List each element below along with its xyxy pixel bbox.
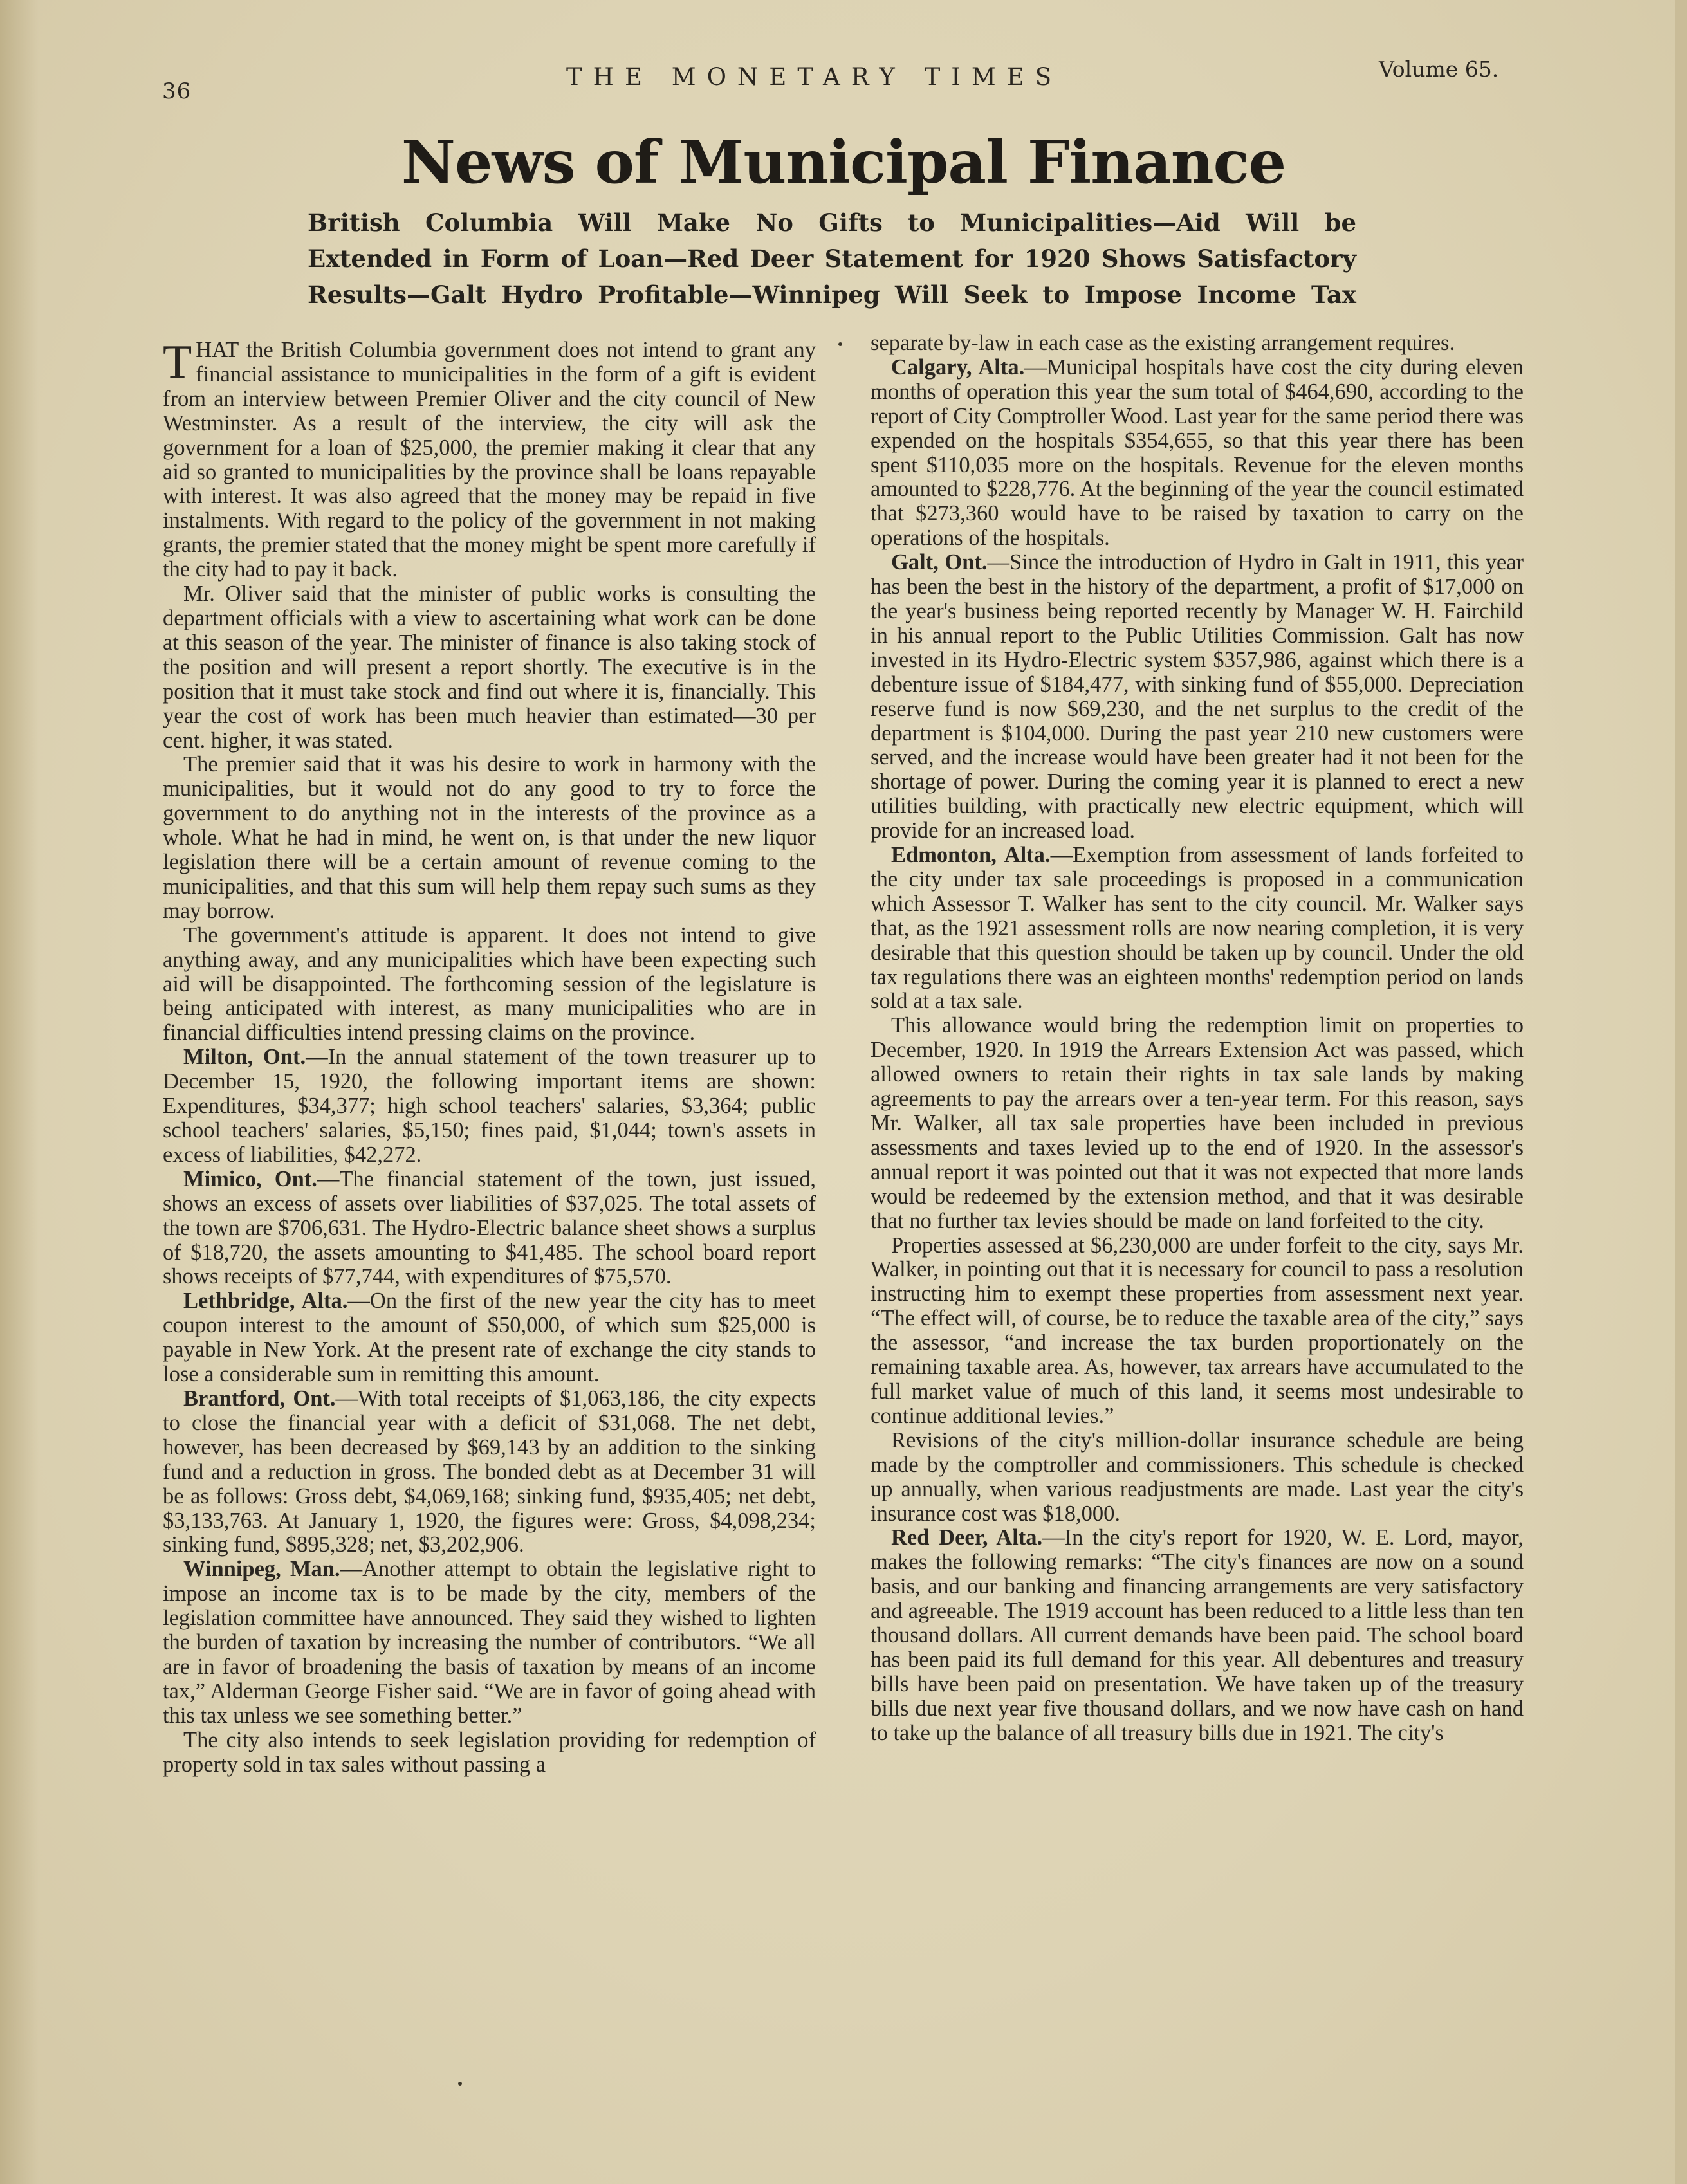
place-name: Milton, Ont. xyxy=(183,1045,306,1070)
place-name: Mimico, Ont. xyxy=(183,1166,317,1191)
print-speck xyxy=(458,2082,462,2086)
news-item-red-deer: Red Deer, Alta.—In the city's report for 1920, W. E. Lord, mayor, makes the following remarks: “The city's finances are now on a sound basis, and our banking and financing arrangements are very satisfactory and agreeable. The 1919 account has been reduced to a little less than ten thousand dollars. All current demands have been paid. The school board has been paid its full demand for this year. All debentures and treasury bills have been paid on presentation. We have taken up of the treasury bills due next year five thousand dollars, and we now have cash on hand to take up the balance of all treasury bills due in 1921. The city's xyxy=(871,1525,1524,1745)
news-item-lethbridge: Lethbridge, Alta.—On the first of the new year the city has to meet coupon interest to the amount of $50,000, of which sum $25,000 is payable in New York. At the present rate of exchange the city stands to lose a considerable sum in remitting this amount. xyxy=(163,1289,816,1387)
deck-line: Extended in Form of Loan—Red Deer Statement for 1920 Shows Satisfactory xyxy=(308,244,1356,273)
page-number: 36 xyxy=(162,78,192,104)
news-item-galt: Galt, Ont.—Since the introduction of Hydro in Galt in 1911, this year has been the best in the history of the department, a profit of $17,000 on the year's business being reported recently by Manager W. H. Fairchild in his annual report to the Public Utilities Commission. Galt has now invested in its Hydro-Electric system $357,986, against which there is a debenture issue of $184,477, with sinking fund of $55,000. Depreciation reserve fund is now $69,230, and the net surplus to the credit of the department is $104,000. During the past year 210 new customers were served, and the increase would have been greater had it not been for the shortage of power. During the coming year it is planned to erect a new utilities building, with practically new electric equipment, which will provide for an increased load. xyxy=(871,550,1524,843)
place-name: Winnipeg, Man. xyxy=(183,1557,340,1582)
print-speck xyxy=(838,342,842,346)
paragraph: The city also intends to seek legislation providing for redemption of property sold in tax sales without passing a xyxy=(163,1727,816,1777)
page-edge-strip xyxy=(1675,0,1687,2184)
volume-label: Volume 65. xyxy=(1379,57,1499,82)
article-headline: News of Municipal Finance xyxy=(401,127,1286,197)
place-name: Galt, Ont. xyxy=(891,550,988,575)
paragraph: THAT the British Columbia government does not intend to grant any financial assistance to municipalities in the form of a gift is evident from an interview between Premier Oliver and the city council of New Westminster. As a result of the interview, the city will ask the government for a loan of $25,000, the premier making it clear that any aid so granted to municipalities by the province shall be loans repayable with interest. It was also agreed that the money may be repaid in five instalments. With regard to the policy of the government in not making grants, the premier stated that the money might be spent more carefully if the city had to pay it back. xyxy=(163,336,816,582)
place-name: Edmonton, Alta. xyxy=(891,843,1051,868)
news-item-mimico: Mimico, Ont.—The financial statement of the town, just issued, shows an excess of assets over liabilities of $37,025. The total assets of the town are $706,631. The Hydro-Electric balance sheet shows a surplus of $18,720, the assets amounting to $41,485. The school board report shows receipts of $77,744, with expenditures of $75,570. xyxy=(163,1166,816,1289)
paragraph: Mr. Oliver said that the minister of public works is consulting the department officials with a view to ascertaining what work can be done at this season of the year. The minister of finance is also taking stock of the position and will present a report shortly. The executive is in the position that it must take stock and find out where it is, financially. This year the cost of work has been much heavier than estimated—30 per cent. higher, it was stated. xyxy=(163,582,816,753)
page-edge-shadow xyxy=(0,0,39,2184)
paragraph: Properties assessed at $6,230,000 are under forfeit to the city, says Mr. Walker, in pointing out that it is necessary for council to pass a resolution instructing him to exempt these properties from assessment next year. “The effect will, of course, be to reduce the taxable area of the city,” says the assessor, “and increase the tax burden proportionately on the remaining taxable area. As, however, tax arrears have accumulated to the full market value of much of this land, it seems most undesirable to continue additional levies.” xyxy=(871,1233,1524,1428)
paragraph: Revisions of the city's million-dollar insurance schedule are being made by the comptroller and commissioners. This schedule is checked up annually, when various readjustments are made. Last year the city's insurance cost was $18,000. xyxy=(871,1427,1524,1526)
deck-line: British Columbia Will Make No Gifts to Municipalities—Aid Will be xyxy=(308,208,1356,237)
left-column xyxy=(163,338,816,1777)
news-item-edmonton: Edmonton, Alta.—Exemption from assessment of lands forfeited to the city under tax sale proceedings is proposed in a communication which Assessor T. Walker has sent to the city council. Mr. Walker says that, as the 1921 assessment rolls are now nearing completion, it is very desirable that this question should be taken up by council. Under the old tax regulations there was an eighteen months' redemption period on lands sold at a tax sale. xyxy=(871,843,1524,1014)
deck-line: Results—Galt Hydro Profitable—Winnipeg Will Seek to Impose Income Tax xyxy=(308,280,1356,309)
news-item-winnipeg: Winnipeg, Man.—Another attempt to obtain the legislative right to impose an income tax is to be made by the city, members of the legislation committee have announced. They said they wished to lighten the burden of taxation by increasing the number of contributors. “We all are in favor of broadening the basis of taxation by means of an income tax,” Alderman George Fisher said. “We are in favor of going ahead with this tax unless we see something better.” xyxy=(163,1557,816,1728)
running-title: THE MONETARY TIMES xyxy=(566,63,1063,91)
news-item-brantford: Brantford, Ont.—With total receipts of $1,063,186, the city expects to close the financial year with a deficit of $31,068. The net debt, however, has been decreased by $69,143 by an addition to the sinking fund and a reduction in gross. The bonded debt as at December 31 will be as follows: Gross debt, $4,069,168; sinking fund, $935,405; net debt, $3,133,763. At January 1, 1920, the figures were: Gross, $4,098,234; sinking fund, $895,328; net, $3,202,906. xyxy=(163,1386,816,1557)
place-name: Brantford, Ont. xyxy=(183,1386,336,1411)
paragraph: separate by-law in each case as the existing arrangement requires. xyxy=(871,331,1455,355)
drop-cap: T xyxy=(163,336,192,389)
place-name: Lethbridge, Alta. xyxy=(183,1289,348,1314)
place-name: Calgary, Alta. xyxy=(891,354,1025,380)
news-item-calgary: Calgary, Alta.—Municipal hospitals have cost the city during eleven months of operation this year the sum total of $464,690, according to the report of City Comptroller Wood. Last year for the same period there was expended on the hospitals $354,655, so that this year there has been spent $110,035 more on the hospitals. Revenue for the eleven months amounted to $228,776. At the beginning of the year the council estimated that $273,360 would have to be raised by taxation to carry on the operations of the hospitals. xyxy=(871,354,1524,551)
place-name: Red Deer, Alta. xyxy=(891,1525,1043,1550)
paragraph: This allowance would bring the redemption limit on properties to December, 1920. In 1919 the Arrears Extension Act was passed, which allowed owners to retain their rights in tax sale lands by making agreements to pay the arrears over a ten-year term. For this reason, says Mr. Walker, all tax sale properties have been included in previous assessments and taxes levied up to the end of 1920. In the assessor's annual report it was pointed out that it was not expected that more lands would be redeemed by the extension method, and that it was desirable that no further tax levies should be made on land forfeited to the city. xyxy=(871,1013,1524,1233)
news-item-milton: Milton, Ont.—In the annual statement of the town treasurer up to December 15, 1920, the following important items are shown: Expenditures, $34,377; high school teachers' salaries, $3,364; public school teachers' salaries, $5,150; fines paid, $1,044; town's assets in excess of liabilities, $42,272. xyxy=(163,1045,816,1167)
article-deck xyxy=(308,205,1356,313)
paragraph: The premier said that it was his desire to work in harmony with the municipalities, but it would not do any good to try to force the government to do anything not in the interests of the province as a whole. What he had in mind, he went on, is that under the new liquor legislation there will be a certain amount of revenue coming to the municipalities, and that this sum will help them repay such sums as they may borrow. xyxy=(163,752,816,923)
right-column xyxy=(871,331,1524,1746)
paragraph: The government's attitude is apparent. It does not intend to give anything away, and any municipalities which have been expecting such aid will be disappointed. The forthcoming session of the legislature is being anticipated with interest, as many municipalities who are in financial difficulties intend pressing claims on the province. xyxy=(163,922,816,1045)
